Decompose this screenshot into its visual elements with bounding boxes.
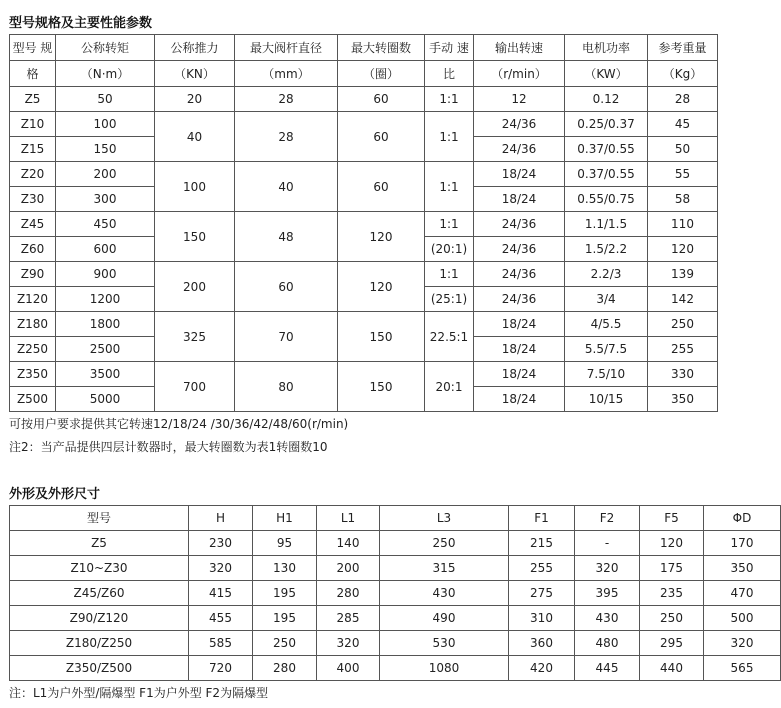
spec-cell: 139 — [648, 262, 718, 287]
table-row — [10, 656, 781, 681]
spec-cell: 150 — [56, 137, 155, 162]
spec-cell: 150 — [338, 362, 425, 412]
spec-cell: 7.5/10 — [565, 362, 648, 387]
dims-header-cell: L3 — [380, 506, 509, 531]
dims-cell: 195 — [253, 606, 317, 631]
spec-cell: 24/36 — [474, 262, 565, 287]
spec-header-cell: （KN） — [155, 61, 235, 87]
spec-cell: 150 — [155, 212, 235, 262]
spec-cell: 18/24 — [474, 187, 565, 212]
spec-cell: 120 — [338, 212, 425, 262]
dims-cell: 565 — [704, 656, 781, 681]
spec-header-cell: （Kg） — [648, 61, 718, 87]
spec-cell: Z350 — [10, 362, 56, 387]
spec-cell: Z5 — [10, 87, 56, 112]
dims-cell: 360 — [509, 631, 575, 656]
spec-cell: 40 — [155, 112, 235, 162]
spec-cell: 24/36 — [474, 112, 565, 137]
spec-cell: 18/24 — [474, 337, 565, 362]
spec-cell: 40 — [235, 162, 338, 212]
table-row — [10, 631, 781, 656]
dims-cell: 430 — [380, 581, 509, 606]
spec-cell: 24/36 — [474, 287, 565, 312]
spec-cell: 1:1 — [425, 262, 474, 287]
table-row — [10, 112, 718, 137]
spec-cell: 28 — [235, 112, 338, 162]
dims-cell: Z10~Z30 — [10, 556, 189, 581]
spec-cell: 50 — [648, 137, 718, 162]
spec-cell: 18/24 — [474, 387, 565, 412]
spec-cell: 0.37/0.55 — [565, 137, 648, 162]
dims-header-cell: ΦD — [704, 506, 781, 531]
dims-header-cell: F5 — [640, 506, 704, 531]
dims-cell: 530 — [380, 631, 509, 656]
dims-cell: 400 — [317, 656, 380, 681]
dims-cell: 1080 — [380, 656, 509, 681]
spec-cell: 55 — [648, 162, 718, 187]
spec-cell: 3500 — [56, 362, 155, 387]
dims-cell: 415 — [189, 581, 253, 606]
spec-cell: Z45 — [10, 212, 56, 237]
table-row — [10, 556, 781, 581]
table-row — [10, 212, 718, 237]
dims-header-cell: F2 — [575, 506, 640, 531]
dims-section-title: 外形及外形尺寸 — [9, 487, 101, 502]
dims-cell: 215 — [509, 531, 575, 556]
dims-cell: 445 — [575, 656, 640, 681]
spec-cell: 350 — [648, 387, 718, 412]
dims-cell: 295 — [640, 631, 704, 656]
dims-cell: Z45/Z60 — [10, 581, 189, 606]
spec-header-cell: 参考重量 — [648, 35, 718, 61]
dims-cell: 585 — [189, 631, 253, 656]
spec-header-cell: （mm） — [235, 61, 338, 87]
spec-cell: 24/36 — [474, 137, 565, 162]
spec-cell: 0.12 — [565, 87, 648, 112]
table-row — [10, 262, 718, 287]
dims-cell: 440 — [640, 656, 704, 681]
spec-cell: 1:1 — [425, 87, 474, 112]
spec-cell: 70 — [235, 312, 338, 362]
spec-cell: 325 — [155, 312, 235, 362]
spec-table — [9, 34, 718, 412]
spec-cell: 24/36 — [474, 237, 565, 262]
spec-cell: 4/5.5 — [565, 312, 648, 337]
spec-header-cell: 公称转矩 — [56, 35, 155, 61]
spec-cell: (25:1) — [425, 287, 474, 312]
spec-header-cell: 最大阀杆直径 — [235, 35, 338, 61]
dims-cell: 235 — [640, 581, 704, 606]
dims-cell: 200 — [317, 556, 380, 581]
spec-cell: 20 — [155, 87, 235, 112]
spec-cell: Z500 — [10, 387, 56, 412]
dims-cell: 420 — [509, 656, 575, 681]
spec-cell: 48 — [235, 212, 338, 262]
spec-header-cell: 手动 速 — [425, 35, 474, 61]
table-row — [10, 362, 718, 387]
spec-cell: 80 — [235, 362, 338, 412]
table-row — [10, 312, 718, 337]
spec-cell: 300 — [56, 187, 155, 212]
spec-cell: 50 — [56, 87, 155, 112]
dims-cell: 275 — [509, 581, 575, 606]
dims-cell: 320 — [704, 631, 781, 656]
dims-cell: 280 — [253, 656, 317, 681]
table-row — [10, 162, 718, 187]
dims-header-cell: 型号 — [10, 506, 189, 531]
spec-cell: 0.25/0.37 — [565, 112, 648, 137]
spec-cell: 60 — [338, 162, 425, 212]
spec-cell: 0.55/0.75 — [565, 187, 648, 212]
dims-cell: 250 — [253, 631, 317, 656]
spec-header-cell: 比 — [425, 61, 474, 87]
spec-cell: 200 — [155, 262, 235, 312]
spec-cell: (20:1) — [425, 237, 474, 262]
spec-header-cell: 格 — [10, 61, 56, 87]
spec-cell: 255 — [648, 337, 718, 362]
dims-cell: 500 — [704, 606, 781, 631]
spec-cell: 0.37/0.55 — [565, 162, 648, 187]
spec-cell: 120 — [648, 237, 718, 262]
spec-cell: 2.2/3 — [565, 262, 648, 287]
spec-cell: 28 — [235, 87, 338, 112]
spec-header-cell: 最大转圈数 — [338, 35, 425, 61]
spec-note-speeds: 可按用户要求提供其它转速12/18/24 /30/36/42/48/60(r/min) — [9, 417, 349, 431]
spec-header-cell: （r/min） — [474, 61, 565, 87]
dims-cell: 175 — [640, 556, 704, 581]
dims-cell: 250 — [380, 531, 509, 556]
dims-cell: 310 — [509, 606, 575, 631]
spec-cell: 60 — [338, 112, 425, 162]
dims-cell: 120 — [640, 531, 704, 556]
spec-cell: 22.5:1 — [425, 312, 474, 362]
dims-cell: 250 — [640, 606, 704, 631]
spec-cell: Z30 — [10, 187, 56, 212]
spec-cell: 1.1/1.5 — [565, 212, 648, 237]
spec-header-row — [10, 61, 718, 87]
dims-cell: 320 — [317, 631, 380, 656]
dims-cell: 395 — [575, 581, 640, 606]
spec-header-cell: （KW） — [565, 61, 648, 87]
spec-cell: 58 — [648, 187, 718, 212]
spec-cell: 12 — [474, 87, 565, 112]
spec-cell: 18/24 — [474, 162, 565, 187]
spec-header-cell: 输出转速 — [474, 35, 565, 61]
spec-note-counter: 注2：当产品提供四层计数器时，最大转圈数为表1转圈数10 — [9, 440, 328, 454]
spec-cell: Z10 — [10, 112, 56, 137]
spec-cell: 1800 — [56, 312, 155, 337]
dims-cell: 350 — [704, 556, 781, 581]
spec-header-row — [10, 35, 718, 61]
dims-cell: 480 — [575, 631, 640, 656]
spec-cell: Z250 — [10, 337, 56, 362]
spec-section-title: 型号规格及主要性能参数 — [9, 16, 153, 31]
spec-cell: 1:1 — [425, 162, 474, 212]
dims-cell: 255 — [509, 556, 575, 581]
dims-table — [9, 505, 781, 681]
spec-cell: 1200 — [56, 287, 155, 312]
spec-cell: 60 — [338, 87, 425, 112]
spec-cell: 24/36 — [474, 212, 565, 237]
dims-cell: 315 — [380, 556, 509, 581]
dims-header-cell: H1 — [253, 506, 317, 531]
dims-cell: 320 — [189, 556, 253, 581]
dims-cell: 195 — [253, 581, 317, 606]
spec-cell: 700 — [155, 362, 235, 412]
dims-cell: Z90/Z120 — [10, 606, 189, 631]
spec-cell: 150 — [338, 312, 425, 362]
dims-header-cell: L1 — [317, 506, 380, 531]
spec-header-cell: 电机功率 — [565, 35, 648, 61]
table-row — [10, 606, 781, 631]
spec-cell: Z90 — [10, 262, 56, 287]
spec-cell: 450 — [56, 212, 155, 237]
dims-cell: 140 — [317, 531, 380, 556]
spec-cell: 45 — [648, 112, 718, 137]
dims-header-cell: F1 — [509, 506, 575, 531]
spec-cell: 250 — [648, 312, 718, 337]
dims-cell: 130 — [253, 556, 317, 581]
spec-cell: Z60 — [10, 237, 56, 262]
spec-header-cell: （圈） — [338, 61, 425, 87]
dims-cell: 170 — [704, 531, 781, 556]
dims-cell: 280 — [317, 581, 380, 606]
spec-cell: 18/24 — [474, 362, 565, 387]
spec-cell: 2500 — [56, 337, 155, 362]
spec-cell: 100 — [56, 112, 155, 137]
spec-cell: 28 — [648, 87, 718, 112]
spec-cell: 200 — [56, 162, 155, 187]
dims-cell: Z180/Z250 — [10, 631, 189, 656]
spec-cell: 18/24 — [474, 312, 565, 337]
spec-cell: 10/15 — [565, 387, 648, 412]
spec-cell: 60 — [235, 262, 338, 312]
spec-cell: 1.5/2.2 — [565, 237, 648, 262]
dims-cell: 320 — [575, 556, 640, 581]
dims-cell: Z350/Z500 — [10, 656, 189, 681]
spec-cell: 3/4 — [565, 287, 648, 312]
spec-header-cell: 型号 规 — [10, 35, 56, 61]
spec-cell: Z15 — [10, 137, 56, 162]
spec-header-cell: （N·m） — [56, 61, 155, 87]
spec-cell: 142 — [648, 287, 718, 312]
table-row — [10, 87, 718, 112]
spec-cell: 900 — [56, 262, 155, 287]
dims-cell: 470 — [704, 581, 781, 606]
dims-cell: 285 — [317, 606, 380, 631]
spec-cell: 120 — [338, 262, 425, 312]
spec-cell: Z120 — [10, 287, 56, 312]
spec-cell: Z20 — [10, 162, 56, 187]
spec-cell: 1:1 — [425, 212, 474, 237]
spec-cell: 110 — [648, 212, 718, 237]
dims-header-row — [10, 506, 781, 531]
spec-cell: 5.5/7.5 — [565, 337, 648, 362]
spec-cell: 1:1 — [425, 112, 474, 162]
dims-cell: 720 — [189, 656, 253, 681]
dims-cell: Z5 — [10, 531, 189, 556]
spec-cell: 100 — [155, 162, 235, 212]
dims-cell: 230 — [189, 531, 253, 556]
spec-cell: Z180 — [10, 312, 56, 337]
spec-cell: 5000 — [56, 387, 155, 412]
dims-cell: 95 — [253, 531, 317, 556]
spec-cell: 20:1 — [425, 362, 474, 412]
dims-cell: 430 — [575, 606, 640, 631]
spec-header-cell: 公称推力 — [155, 35, 235, 61]
dims-cell: - — [575, 531, 640, 556]
dims-header-cell: H — [189, 506, 253, 531]
dims-note: 注：L1为户外型/隔爆型 F1为户外型 F2为隔爆型 — [9, 686, 269, 700]
dims-cell: 490 — [380, 606, 509, 631]
spec-cell: 600 — [56, 237, 155, 262]
spec-cell: 330 — [648, 362, 718, 387]
dims-cell: 455 — [189, 606, 253, 631]
table-row — [10, 581, 781, 606]
table-row — [10, 531, 781, 556]
